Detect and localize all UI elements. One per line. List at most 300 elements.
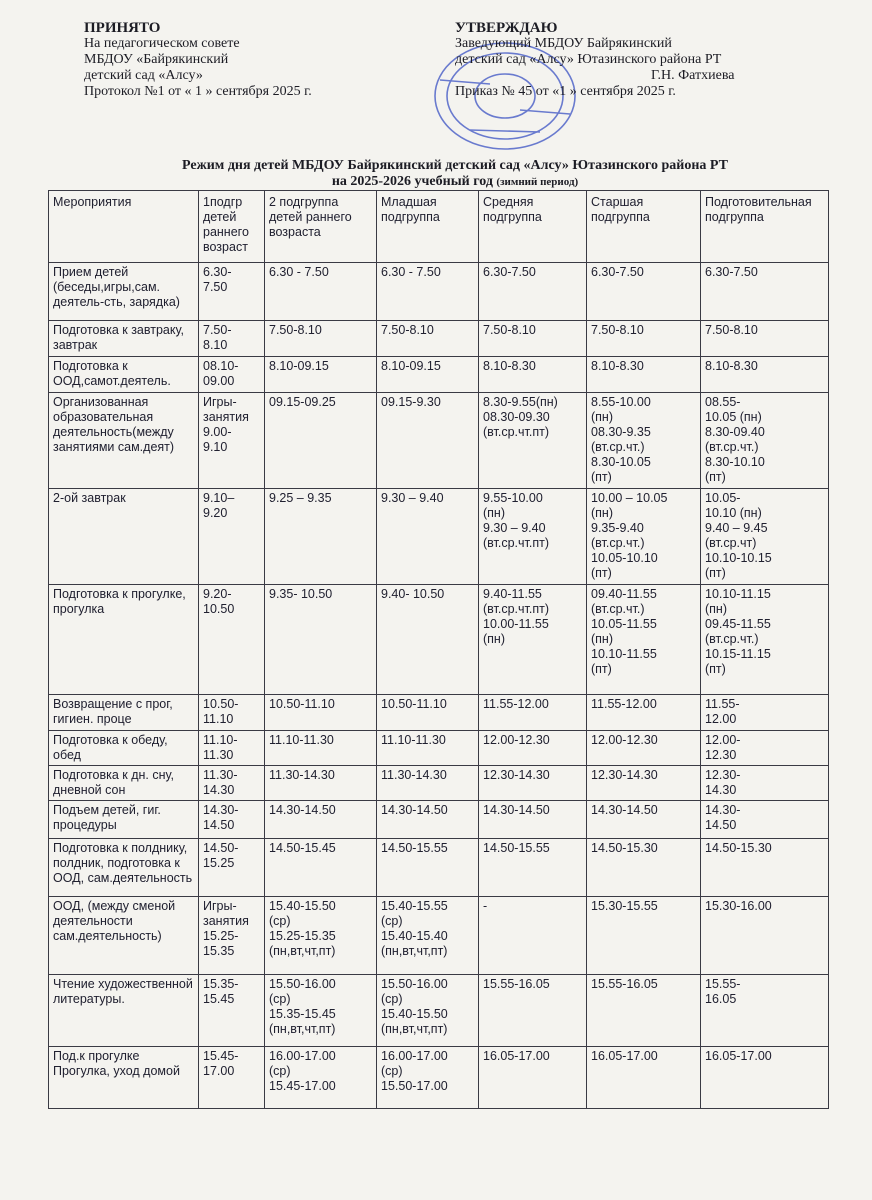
time-line: 8.10: [203, 338, 228, 352]
time-line: 6.30-7.50: [705, 265, 758, 279]
time-line: 7.50-8.10: [381, 323, 434, 337]
time-line: 08.10-: [203, 359, 239, 373]
time-line: 10.05-: [705, 491, 741, 505]
time-line: 11.55-: [705, 697, 740, 711]
time-cell: [587, 897, 701, 975]
time-line: 9.20: [203, 506, 228, 520]
time-cell: [377, 1047, 479, 1109]
table-row: [49, 975, 829, 1047]
time-line: 14.30-14.50: [483, 803, 550, 817]
time-cell: [265, 695, 377, 731]
time-line: 14.30-14.50: [269, 803, 336, 817]
table-row: [49, 897, 829, 975]
time-line: 9.20-: [203, 587, 232, 601]
time-line: 15.55-16.05: [483, 977, 550, 991]
time-line: 10.10-11.15: [705, 587, 771, 601]
time-cell: [377, 263, 479, 321]
time-line: 08.30-09.30: [483, 410, 550, 424]
time-line: 15.35-15.45: [269, 1007, 336, 1021]
time-line: 7.50-: [203, 323, 232, 337]
time-cell: [377, 695, 479, 731]
time-line: 15.45: [203, 992, 235, 1006]
time-cell: [265, 766, 377, 801]
time-line: 15.55-: [705, 977, 741, 991]
time-cell: [587, 489, 701, 585]
approved-heading: УТВЕРЖДАЮ: [455, 20, 558, 36]
time-cell: [587, 766, 701, 801]
time-line: 11.30-14.30: [381, 768, 447, 782]
time-line: 8.10-8.30: [483, 359, 536, 373]
schedule-body: [49, 263, 829, 1109]
time-line: 15.40-15.50: [381, 1007, 448, 1021]
title-year: на 2025-2026 учебный год: [331, 174, 493, 189]
time-line: 10.10-10.15: [705, 551, 772, 565]
time-line: 15.50-16.00: [381, 977, 448, 991]
time-line: 11.10-11.30: [269, 733, 334, 747]
time-line: 15.25-: [203, 929, 239, 943]
time-line: (ср): [269, 914, 291, 928]
time-cell: [377, 489, 479, 585]
time-cell: [701, 321, 829, 357]
time-cell: [265, 263, 377, 321]
time-line: 15.40-15.55: [381, 899, 448, 913]
table-row: [49, 1047, 829, 1109]
time-line: 09.00: [203, 374, 235, 388]
time-line: 12.30: [705, 748, 737, 762]
time-cell: [479, 731, 587, 766]
time-line: (пн,вт,чт,пт): [269, 1022, 336, 1036]
column-header: Старшая подгруппа: [587, 191, 701, 263]
time-cell: [377, 801, 479, 839]
time-cell: [265, 975, 377, 1047]
time-line: (вт.ср.чт.пт): [483, 536, 549, 550]
table-row: [49, 321, 829, 357]
table-row: [49, 357, 829, 393]
time-cell: [265, 393, 377, 489]
time-line: 15.40-15.50: [269, 899, 336, 913]
time-line: 14.30: [705, 783, 737, 797]
time-line: (вт.ср.чт): [705, 536, 757, 550]
approved-line: детский сад «Алсу» Ютазинского района РТ: [455, 52, 722, 67]
time-line: 8.30-09.40: [705, 425, 765, 439]
time-line: 15.35-: [203, 977, 239, 991]
accepted-line: Протокол №1 от « 1 » сентября 2025 г.: [84, 84, 312, 99]
time-line: 16.00-17.00: [269, 1049, 336, 1063]
time-line: 10.10-11.55: [591, 647, 657, 661]
time-line: 15.40-15.40: [381, 929, 448, 943]
time-line: 6.30-7.50: [483, 265, 536, 279]
time-line: 14.30-14.50: [591, 803, 658, 817]
time-cell: [377, 975, 479, 1047]
time-line: 09.15-09.25: [269, 395, 336, 409]
time-line: 11.10-11.30: [381, 733, 446, 747]
time-line: 11.30: [203, 748, 234, 762]
time-cell: [701, 897, 829, 975]
table-row: [49, 766, 829, 801]
time-line: 8.30-9.55(пн): [483, 395, 558, 409]
time-line: 16.05-17.00: [705, 1049, 772, 1063]
time-cell: [701, 975, 829, 1047]
time-line: -: [483, 899, 488, 913]
time-cell: [199, 393, 265, 489]
time-line: 14.30-: [203, 803, 239, 817]
time-cell: [377, 585, 479, 695]
time-line: 6.30-: [203, 265, 232, 279]
activity-cell: Подготовка к обеду, обед: [49, 731, 199, 766]
table-row: [49, 393, 829, 489]
time-cell: [587, 975, 701, 1047]
accepted-line: детский сад «Алсу»: [84, 68, 203, 83]
activity-cell: Возвращение с прог, гигиен. проце: [49, 695, 199, 731]
time-line: (пн): [705, 602, 727, 616]
time-line: 7.50-8.10: [591, 323, 644, 337]
time-line: (пн): [483, 506, 505, 520]
table-row: [49, 801, 829, 839]
time-line: 6.30 - 7.50: [269, 265, 329, 279]
accepted-line: На педагогическом совете: [84, 36, 240, 51]
time-line: (вт.ср.чт.): [705, 440, 759, 454]
table-row: [49, 731, 829, 766]
activity-cell: Подъем детей, гиг. процедуры: [49, 801, 199, 839]
title-subline: [60, 174, 850, 190]
title-period: (зимний период): [496, 176, 579, 188]
time-line: 14.50-15.55: [381, 841, 448, 855]
time-line: занятия: [203, 914, 249, 928]
time-line: 15.50-17.00: [381, 1079, 448, 1093]
column-header: 2 подгруппа детей раннего возраста: [265, 191, 377, 263]
time-line: (пн,вт,чт,пт): [269, 944, 336, 958]
time-line: 7.50-8.10: [483, 323, 536, 337]
time-cell: [199, 1047, 265, 1109]
time-cell: [479, 766, 587, 801]
time-line: 14.50-15.45: [269, 841, 336, 855]
activity-cell: Подготовка к прогулке, прогулка: [49, 585, 199, 695]
time-line: 09.40-11.55: [591, 587, 657, 601]
time-line: 12.30-14.30: [483, 768, 550, 782]
table-header-row: [49, 191, 829, 263]
time-cell: [479, 801, 587, 839]
time-line: 14.50: [705, 818, 737, 832]
time-cell: [377, 321, 479, 357]
time-line: 9.10: [203, 440, 228, 454]
time-line: (вт.ср.чт.пт): [483, 602, 549, 616]
time-cell: [701, 393, 829, 489]
order-line: Приказ № 45 от «1 » сентября 2025 г.: [455, 84, 676, 99]
time-cell: [265, 1047, 377, 1109]
time-cell: [377, 393, 479, 489]
time-line: (ср): [381, 992, 403, 1006]
time-line: 9.35-9.40: [591, 521, 644, 535]
table-row: [49, 263, 829, 321]
time-line: 14.50-15.30: [705, 841, 772, 855]
time-line: 12.30-: [705, 768, 741, 782]
time-line: 9.30 – 9.40: [483, 521, 546, 535]
time-cell: [701, 695, 829, 731]
time-line: (пн,вт,чт,пт): [381, 1022, 448, 1036]
time-line: 16.05-17.00: [591, 1049, 658, 1063]
time-line: 14.50-: [203, 841, 239, 855]
time-cell: [199, 975, 265, 1047]
time-line: 11.55-12.00: [591, 697, 657, 711]
time-cell: [377, 839, 479, 897]
time-line: 10.10 (пн): [705, 506, 762, 520]
time-line: 12.00: [705, 712, 737, 726]
time-line: 8.10-09.15: [269, 359, 329, 373]
time-line: 15.55-16.05: [591, 977, 658, 991]
time-line: 9.00-: [203, 425, 232, 439]
time-cell: [701, 585, 829, 695]
time-line: (вт.ср.чт.): [705, 632, 759, 646]
accepted-heading: ПРИНЯТО: [84, 20, 161, 36]
table-row: [49, 839, 829, 897]
activity-cell: Прием детей (беседы,игры,сам. деятель-сть, зарядка): [49, 263, 199, 321]
time-cell: [377, 731, 479, 766]
time-line: (пн,вт,чт,пт): [381, 944, 448, 958]
time-line: 15.25-15.35: [269, 929, 336, 943]
time-line: 14.50-15.30: [591, 841, 658, 855]
time-cell: [479, 321, 587, 357]
time-line: (ср): [269, 1064, 291, 1078]
time-cell: [587, 1047, 701, 1109]
time-line: 9.35- 10.50: [269, 587, 333, 601]
time-line: 15.30-15.55: [591, 899, 658, 913]
time-line: 17.00: [203, 1064, 235, 1078]
time-line: (пн): [483, 632, 505, 646]
approved-line: Заведующий МБДОУ Байрякинский: [455, 36, 672, 51]
time-cell: [479, 839, 587, 897]
time-line: 15.45-: [203, 1049, 239, 1063]
time-line: 14.50: [203, 818, 235, 832]
time-cell: [587, 839, 701, 897]
signature-name: Г.Н. Фатхиева: [651, 68, 735, 83]
time-cell: [479, 897, 587, 975]
time-cell: [479, 357, 587, 393]
time-cell: [587, 585, 701, 695]
time-line: 10.50-11.10: [381, 697, 447, 711]
time-cell: [199, 839, 265, 897]
time-cell: [265, 585, 377, 695]
time-line: (вт.ср.чт.пт): [483, 425, 549, 439]
time-line: 16.05-17.00: [483, 1049, 550, 1063]
time-line: 09.45-11.55: [705, 617, 771, 631]
time-cell: [587, 393, 701, 489]
time-cell: [199, 357, 265, 393]
time-line: 7.50-8.10: [269, 323, 322, 337]
table-row: [49, 489, 829, 585]
time-cell: [701, 801, 829, 839]
time-line: 7.50-8.10: [705, 323, 758, 337]
column-header: Мероприятия: [49, 191, 199, 263]
time-line: 14.30-: [705, 803, 741, 817]
time-line: 11.10: [203, 712, 234, 726]
time-cell: [199, 489, 265, 585]
time-line: 9.40-11.55: [483, 587, 542, 601]
time-line: (пт): [705, 470, 726, 484]
time-line: 16.05: [705, 992, 737, 1006]
time-cell: [587, 801, 701, 839]
time-cell: [265, 897, 377, 975]
time-line: 10.50: [203, 602, 235, 616]
time-cell: [701, 1047, 829, 1109]
activity-cell: Подготовка к дн. сну, дневной сон: [49, 766, 199, 801]
time-cell: [199, 897, 265, 975]
time-cell: [377, 357, 479, 393]
time-line: 10.50-: [203, 697, 239, 711]
time-line: 12.00-12.30: [591, 733, 658, 747]
time-cell: [479, 393, 587, 489]
time-line: 6.30-7.50: [591, 265, 644, 279]
time-line: (пт): [591, 662, 612, 676]
accepted-block: [84, 20, 404, 100]
time-cell: [265, 357, 377, 393]
time-line: 8.10-09.15: [381, 359, 441, 373]
time-line: 8.30-10.10: [705, 455, 765, 469]
time-line: (пн): [591, 410, 613, 424]
activity-cell: Подготовка к ООД,самот.деятель.: [49, 357, 199, 393]
table-row: [49, 585, 829, 695]
time-line: 10.05-10.10: [591, 551, 658, 565]
time-line: 10.15-11.15: [705, 647, 771, 661]
time-line: (ср): [269, 992, 291, 1006]
time-cell: [265, 489, 377, 585]
activity-cell: 2-ой завтрак: [49, 489, 199, 585]
time-line: 9.25 – 9.35: [269, 491, 332, 505]
activity-cell: ООД, (между сменой деятельности сам.деятельность): [49, 897, 199, 975]
time-line: 11.55-12.00: [483, 697, 549, 711]
time-cell: [199, 766, 265, 801]
time-line: 6.30 - 7.50: [381, 265, 441, 279]
time-line: 10.00 – 10.05: [591, 491, 668, 505]
time-line: 9.55-10.00: [483, 491, 543, 505]
time-line: 10.05-11.55: [591, 617, 657, 631]
time-line: 08.30-9.35: [591, 425, 651, 439]
time-cell: [587, 731, 701, 766]
time-cell: [479, 975, 587, 1047]
time-cell: [701, 357, 829, 393]
time-line: 11.30-: [203, 768, 238, 782]
time-line: 14.30: [203, 783, 235, 797]
time-line: (вт.ср.чт.): [591, 440, 645, 454]
activity-cell: Подготовка к полднику, полдник, подготовка к ООД, сам.деятельность: [49, 839, 199, 897]
column-header: Подготовительная подгруппа: [701, 191, 829, 263]
time-line: 9.40- 10.50: [381, 587, 445, 601]
time-line: Игры-: [203, 899, 237, 913]
time-line: 14.50-15.55: [483, 841, 550, 855]
time-cell: [377, 766, 479, 801]
time-cell: [701, 839, 829, 897]
time-line: 09.15-9.30: [381, 395, 441, 409]
time-line: 8.10-8.30: [591, 359, 644, 373]
activity-cell: Чтение художественной литературы.: [49, 975, 199, 1047]
time-line: 08.55-: [705, 395, 741, 409]
time-cell: [377, 897, 479, 975]
time-cell: [265, 839, 377, 897]
time-line: 10.00-11.55: [483, 617, 549, 631]
time-cell: [199, 801, 265, 839]
time-line: 8.55-10.00: [591, 395, 651, 409]
activity-cell: Организованная образовательная деятельность(между занятиями сам.деят): [49, 393, 199, 489]
time-line: 15.50-16.00: [269, 977, 336, 991]
schedule-table: [48, 190, 829, 1109]
activity-cell: Под.к прогулке Прогулка, уход домой: [49, 1047, 199, 1109]
time-line: (вт.ср.чт.): [591, 602, 645, 616]
time-cell: [199, 695, 265, 731]
time-cell: [587, 695, 701, 731]
time-line: 8.30-10.05: [591, 455, 651, 469]
time-cell: [479, 1047, 587, 1109]
time-line: (пт): [591, 470, 612, 484]
time-cell: [701, 731, 829, 766]
time-line: 14.30-14.50: [381, 803, 448, 817]
time-line: 12.00-12.30: [483, 733, 550, 747]
time-cell: [199, 731, 265, 766]
time-cell: [701, 766, 829, 801]
time-line: 12.00-: [705, 733, 741, 747]
approved-block: [455, 20, 865, 100]
time-line: Игры-: [203, 395, 237, 409]
column-header: Младшая подгруппа: [377, 191, 479, 263]
table-row: [49, 695, 829, 731]
time-line: (пн): [591, 506, 613, 520]
activity-cell: Подготовка к завтраку, завтрак: [49, 321, 199, 357]
document-title: [60, 158, 850, 190]
time-line: 8.10-8.30: [705, 359, 758, 373]
time-line: (пт): [705, 662, 726, 676]
time-cell: [479, 263, 587, 321]
time-line: 16.00-17.00: [381, 1049, 448, 1063]
time-cell: [199, 321, 265, 357]
time-line: (пт): [591, 566, 612, 580]
time-cell: [265, 731, 377, 766]
time-cell: [587, 357, 701, 393]
time-line: 15.45-17.00: [269, 1079, 336, 1093]
time-line: 10.05 (пн): [705, 410, 762, 424]
time-cell: [479, 585, 587, 695]
time-cell: [265, 321, 377, 357]
time-cell: [587, 263, 701, 321]
time-cell: [587, 321, 701, 357]
time-cell: [199, 263, 265, 321]
time-cell: [479, 695, 587, 731]
time-line: 9.10–: [203, 491, 235, 505]
time-line: (ср): [381, 1064, 403, 1078]
time-line: 11.10-: [203, 733, 238, 747]
time-cell: [199, 585, 265, 695]
time-line: (пн): [591, 632, 613, 646]
column-header: Средняя подгруппа: [479, 191, 587, 263]
title-line: Режим дня детей МБДОУ Байрякинский детский сад «Алсу» Ютазинского района РТ: [182, 158, 728, 173]
time-line: (ср): [381, 914, 403, 928]
time-cell: [701, 263, 829, 321]
column-header: 1подгр детей раннего возраст: [199, 191, 265, 263]
time-line: 12.30-14.30: [591, 768, 658, 782]
time-line: (пт): [705, 566, 726, 580]
time-line: (вт.ср.чт.): [591, 536, 645, 550]
time-cell: [701, 489, 829, 585]
time-line: 15.35: [203, 944, 235, 958]
time-line: занятия: [203, 410, 249, 424]
time-line: 15.30-16.00: [705, 899, 772, 913]
time-cell: [479, 489, 587, 585]
time-line: 7.50: [203, 280, 228, 294]
time-line: 9.40 – 9.45: [705, 521, 768, 535]
time-line: 10.50-11.10: [269, 697, 335, 711]
accepted-line: МБДОУ «Байрякинский: [84, 52, 229, 67]
time-line: 15.25: [203, 856, 235, 870]
time-line: 11.30-14.30: [269, 768, 335, 782]
time-line: 9.30 – 9.40: [381, 491, 444, 505]
time-cell: [265, 801, 377, 839]
